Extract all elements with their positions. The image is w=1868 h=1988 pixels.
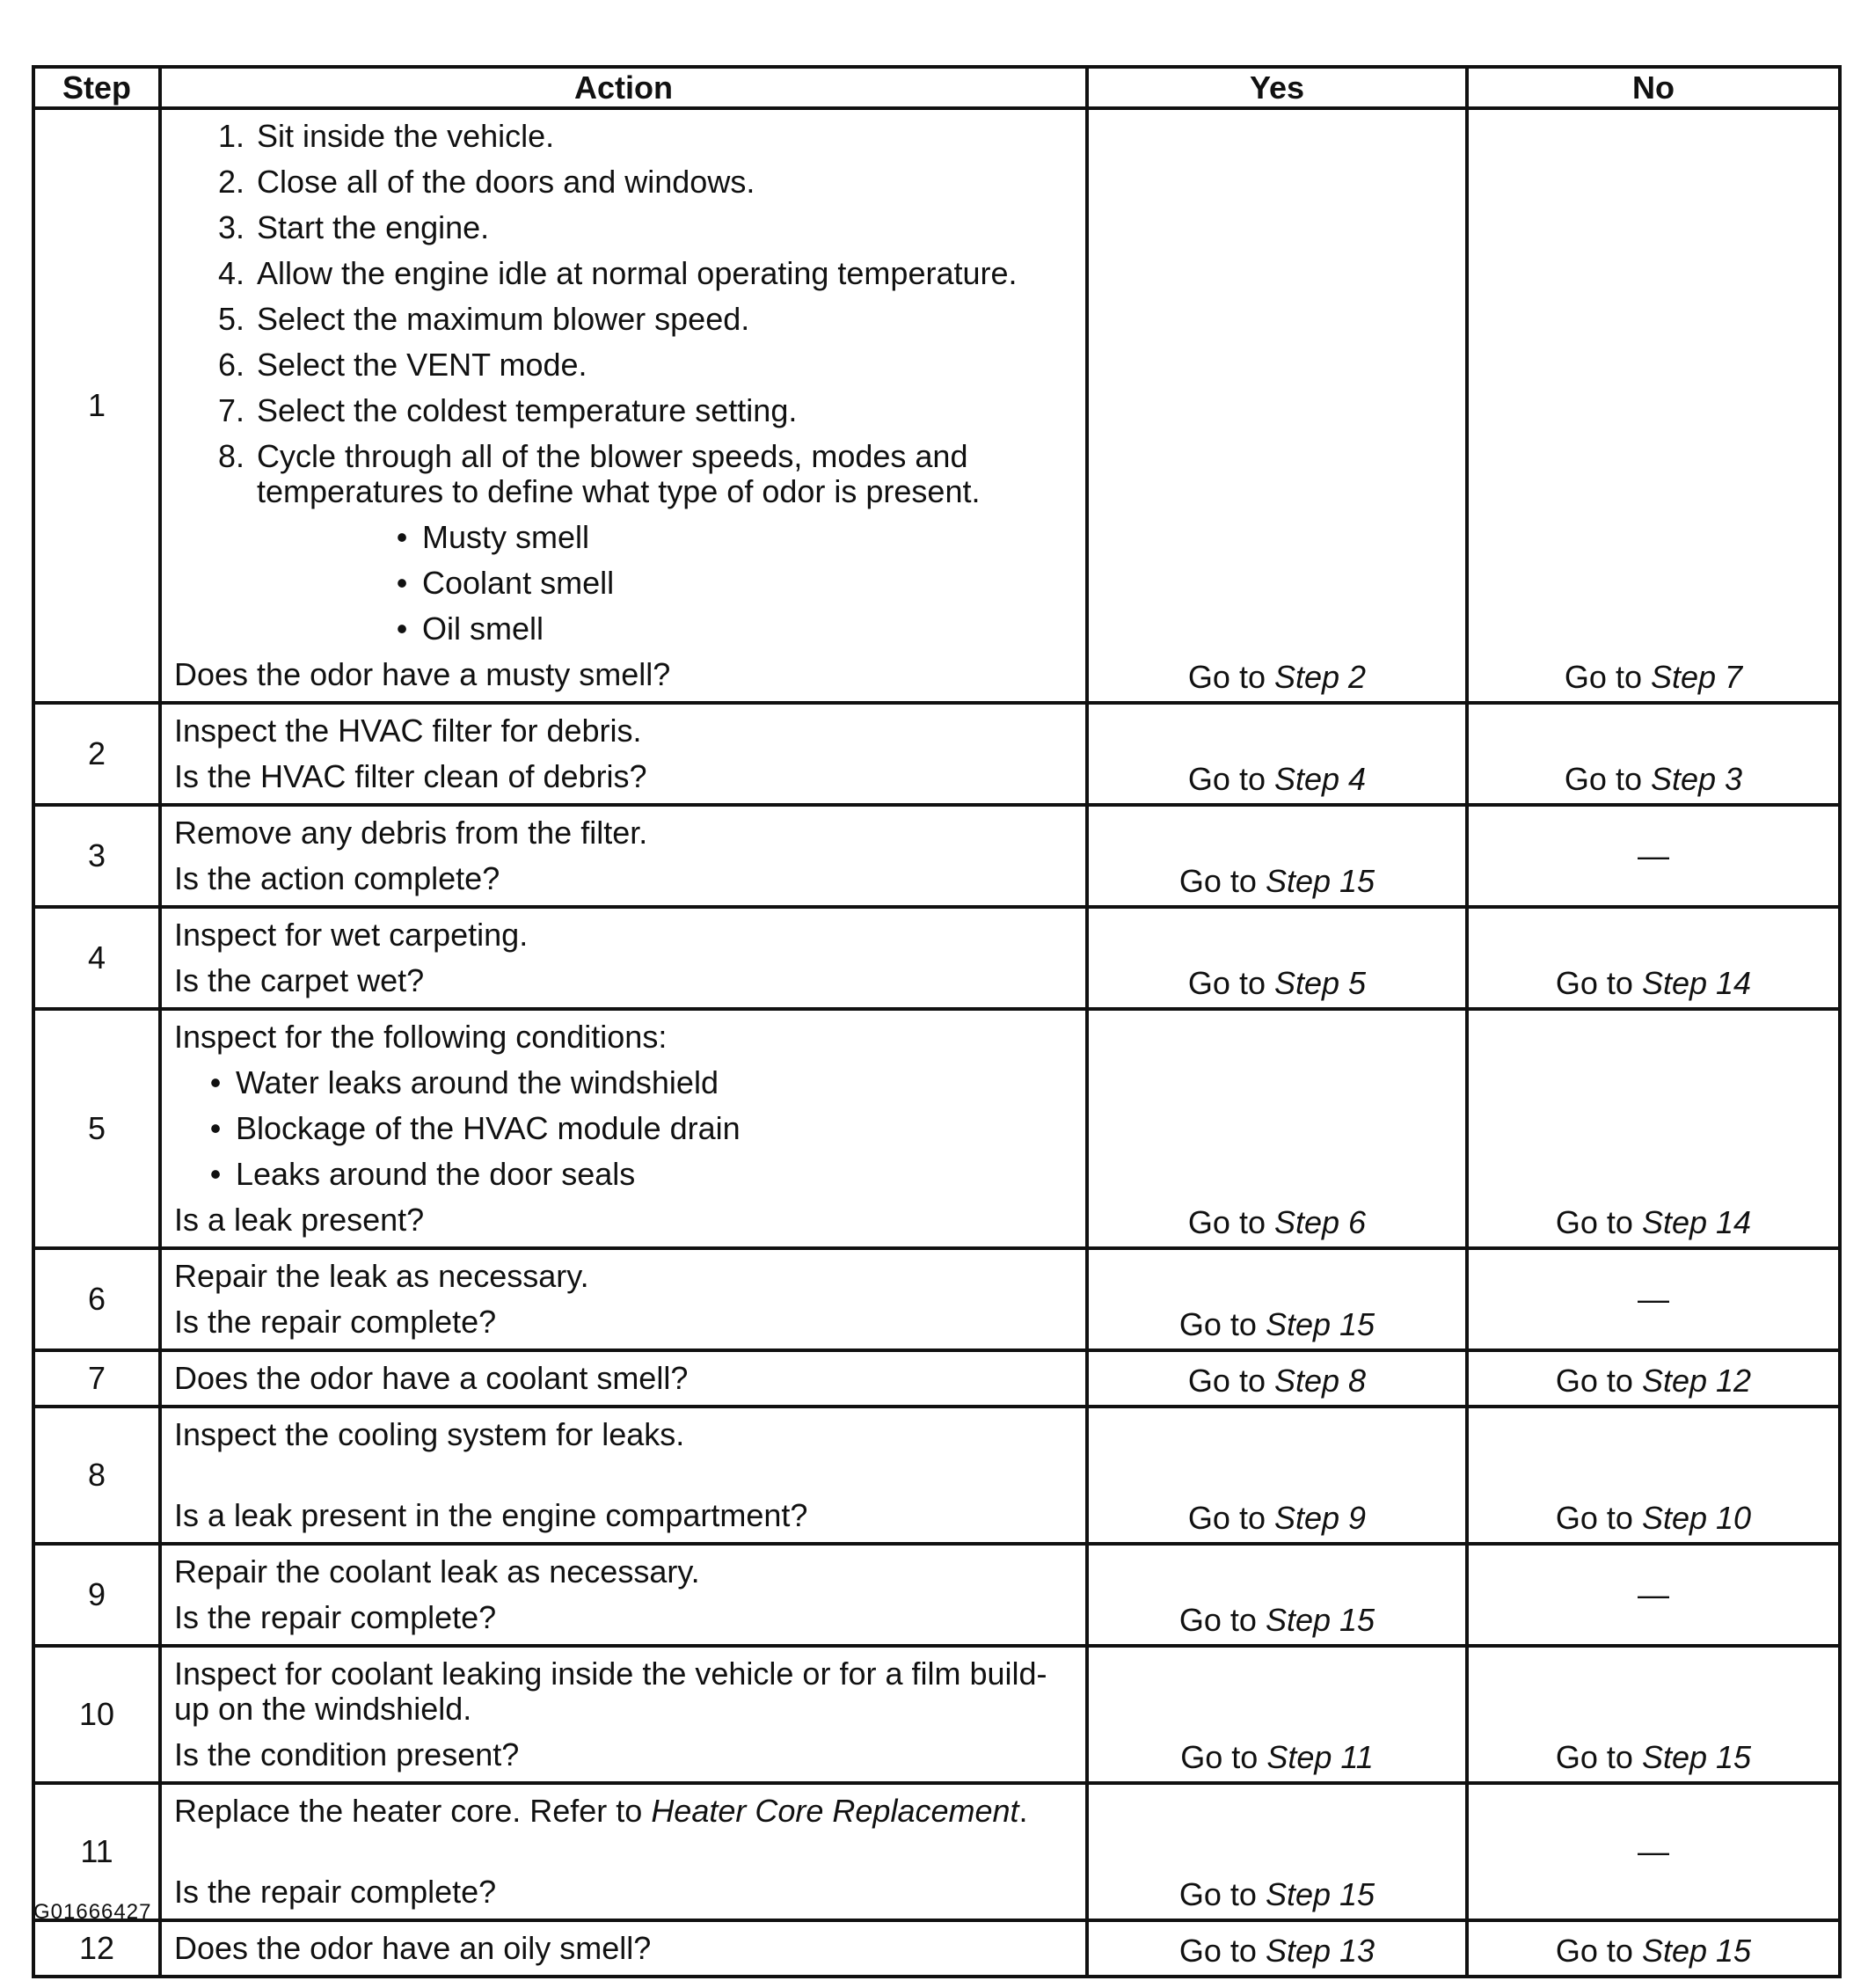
table-row <box>33 1920 1840 1977</box>
dash-text: — <box>1638 1833 1669 1869</box>
no-cell <box>1467 108 1840 703</box>
table-row <box>33 907 1840 1009</box>
list-item <box>174 113 1076 159</box>
bullet-dot: • <box>396 610 408 647</box>
action-text: Repair the coolant leak as necessary. <box>174 1553 700 1590</box>
action-text: Inspect the HVAC filter for debris. <box>174 713 642 749</box>
bullet-text: Oil smell <box>422 610 544 647</box>
step-number: 2 <box>33 703 160 805</box>
item-text: Select the maximum blower speed. <box>257 301 750 337</box>
step-ref: Step 15 <box>1265 863 1375 899</box>
item-text: Close all of the doors and windows. <box>257 164 755 200</box>
item-text: Sit inside the vehicle. <box>257 118 555 154</box>
action-suffix: . <box>1018 1793 1028 1829</box>
bullet-item <box>174 606 1076 652</box>
action-cell <box>160 703 1087 805</box>
action-text: Inspect the cooling system for leaks. <box>174 1416 685 1452</box>
action-cell <box>160 1646 1087 1783</box>
goto-prefix: Go to <box>1564 659 1651 695</box>
goto-prefix: Go to <box>1555 1363 1642 1399</box>
step-ref: Step 7 <box>1650 659 1743 695</box>
question-text: Is the HVAC filter clean of debris? <box>174 758 647 794</box>
step-number: 7 <box>33 1350 160 1407</box>
step-ref: Step 15 <box>1265 1876 1375 1912</box>
goto-prefix: Go to <box>1555 1933 1642 1969</box>
goto-prefix: Go to <box>1564 761 1651 797</box>
question-text: Is the carpet wet? <box>174 962 425 998</box>
item-number: 5. <box>217 301 244 337</box>
no-cell <box>1467 1009 1840 1248</box>
goto-prefix: Go to <box>1187 761 1274 797</box>
procedure-reference: Heater Core Replacement <box>651 1793 1019 1829</box>
bullet-text: Musty smell <box>422 519 590 555</box>
goto-prefix: Go to <box>1178 1602 1266 1638</box>
list-item <box>174 439 1076 509</box>
list-item <box>174 388 1076 434</box>
goto-prefix: Go to <box>1178 1876 1266 1912</box>
question-text: Is a leak present? <box>174 1202 425 1238</box>
step-ref: Step 5 <box>1273 965 1367 1001</box>
table-row <box>33 108 1840 703</box>
spacer <box>174 1834 1076 1869</box>
spacer <box>174 1458 1076 1493</box>
no-cell <box>1467 1646 1840 1783</box>
item-number: 2. <box>217 164 244 200</box>
action-cell <box>160 108 1087 703</box>
dash-text: — <box>1638 1576 1669 1612</box>
question-text: Does the odor have a coolant smell? <box>174 1360 689 1396</box>
step-ref: Step 14 <box>1641 965 1752 1001</box>
step-number: 6 <box>33 1248 160 1350</box>
action-cell <box>160 1544 1087 1646</box>
bullet-text: Coolant smell <box>422 565 615 601</box>
step-ref: Step 2 <box>1273 659 1367 695</box>
action-cell <box>160 1407 1087 1544</box>
step-number: 4 <box>33 907 160 1009</box>
goto-prefix: Go to <box>1178 863 1266 899</box>
table-row <box>33 1248 1840 1350</box>
question-text: Does the odor have an oily smell? <box>174 1930 652 1966</box>
header-yes: Yes <box>1087 67 1467 108</box>
list-item <box>174 205 1076 251</box>
action-prefix: Replace the heater core. Refer to <box>174 1793 652 1829</box>
step-ref: Step 9 <box>1273 1500 1367 1536</box>
step-number: 9 <box>33 1544 160 1646</box>
table-row <box>33 703 1840 805</box>
step-ref: Step 8 <box>1273 1363 1367 1399</box>
goto-prefix: Go to <box>1178 1306 1266 1342</box>
bullet-dot: • <box>396 565 408 601</box>
goto-prefix: Go to <box>1187 1204 1274 1240</box>
no-cell <box>1467 1350 1840 1407</box>
goto-prefix: Go to <box>1555 1500 1642 1536</box>
action-cell <box>160 1350 1087 1407</box>
item-text: Select the coldest temperature setting. <box>257 392 798 428</box>
yes-cell <box>1087 1544 1467 1646</box>
item-number: 4. <box>217 255 244 291</box>
question-text: Is the action complete? <box>174 860 500 896</box>
table-row <box>33 1350 1840 1407</box>
yes-cell <box>1087 1009 1467 1248</box>
bullet-item <box>174 515 1076 560</box>
list-item <box>174 159 1076 205</box>
step-ref: Step 15 <box>1265 1602 1375 1638</box>
list-item <box>174 251 1076 296</box>
table-row <box>33 1009 1840 1248</box>
question-text: Is the condition present? <box>174 1736 520 1772</box>
action-cell <box>160 1248 1087 1350</box>
step-number: 3 <box>33 805 160 907</box>
header-action: Action <box>160 67 1087 108</box>
step-ref: Step 10 <box>1641 1500 1752 1536</box>
bullet-dot: • <box>209 1110 222 1146</box>
step-number: 8 <box>33 1407 160 1544</box>
yes-cell <box>1087 907 1467 1009</box>
item-number: 7. <box>217 392 244 428</box>
question-text: Is a leak present in the engine compartment? <box>174 1497 808 1533</box>
yes-cell <box>1087 805 1467 907</box>
item-number: 6. <box>217 347 244 383</box>
question-text: Does the odor have a musty smell? <box>174 656 671 692</box>
diagnostic-table <box>32 65 1842 1978</box>
action-text: Inspect for coolant leaking inside the vehicle or for a film build-up on the windshield. <box>174 1655 1047 1727</box>
question-text: Is the repair complete? <box>174 1599 497 1635</box>
action-cell <box>160 1783 1087 1920</box>
item-text: Select the VENT mode. <box>257 347 587 383</box>
table-row <box>33 1783 1840 1920</box>
bullet-text: Leaks around the door seals <box>236 1156 636 1192</box>
bullet-text: Water leaks around the windshield <box>236 1064 719 1100</box>
bullet-item <box>174 1060 1076 1106</box>
no-cell <box>1467 1783 1840 1920</box>
bullet-item <box>174 560 1076 606</box>
list-item <box>174 342 1076 388</box>
goto-prefix: Go to <box>1187 1363 1274 1399</box>
bullet-item <box>174 1151 1076 1197</box>
item-text: Cycle through all of the blower speeds, modes and temperatures to define what type of odor is present. <box>257 438 981 509</box>
no-cell <box>1467 805 1840 907</box>
yes-cell <box>1087 703 1467 805</box>
action-cell <box>160 1920 1087 1977</box>
yes-cell <box>1087 1920 1467 1977</box>
step-ref: Step 15 <box>1641 1739 1752 1775</box>
list-item <box>174 296 1076 342</box>
item-text: Allow the engine idle at normal operating temperature. <box>257 255 1018 291</box>
header-row <box>33 67 1840 108</box>
step-number: 5 <box>33 1009 160 1248</box>
step-ref: Step 13 <box>1265 1933 1375 1969</box>
action-text: Inspect for the following conditions: <box>174 1019 668 1055</box>
bullet-item <box>174 1106 1076 1151</box>
step-ref: Step 15 <box>1641 1933 1752 1969</box>
step-number: 10 <box>33 1646 160 1783</box>
yes-cell <box>1087 1350 1467 1407</box>
action-text: Inspect for wet carpeting. <box>174 917 529 953</box>
action-cell <box>160 1009 1087 1248</box>
step-ref: Step 3 <box>1650 761 1743 797</box>
goto-prefix: Go to <box>1555 1739 1642 1775</box>
step-number: 1 <box>33 108 160 703</box>
yes-cell <box>1087 1783 1467 1920</box>
question-text: Is the repair complete? <box>174 1874 497 1910</box>
no-cell <box>1467 1920 1840 1977</box>
item-number: 8. <box>217 438 244 474</box>
no-cell <box>1467 1407 1840 1544</box>
yes-cell <box>1087 1407 1467 1544</box>
goto-prefix: Go to <box>1187 965 1274 1001</box>
figure-id: G01666427 <box>33 1900 152 1924</box>
goto-prefix: Go to <box>1178 1933 1266 1969</box>
yes-cell <box>1087 1646 1467 1783</box>
goto-prefix: Go to <box>1555 1204 1642 1240</box>
no-cell <box>1467 907 1840 1009</box>
bullet-dot: • <box>209 1064 222 1100</box>
step-number: 12 <box>33 1920 160 1977</box>
action-text: Repair the leak as necessary. <box>174 1258 589 1294</box>
no-cell <box>1467 1544 1840 1646</box>
step-ref: Step 4 <box>1273 761 1367 797</box>
table-row <box>33 805 1840 907</box>
dash-text: — <box>1638 837 1669 873</box>
step-ref: Step 14 <box>1641 1204 1752 1240</box>
goto-prefix: Go to <box>1180 1739 1267 1775</box>
goto-prefix: Go to <box>1187 659 1274 695</box>
yes-cell <box>1087 108 1467 703</box>
table-row <box>33 1646 1840 1783</box>
step-ref: Step 6 <box>1273 1204 1367 1240</box>
action-cell <box>160 805 1087 907</box>
bullet-text: Blockage of the HVAC module drain <box>236 1110 741 1146</box>
goto-prefix: Go to <box>1187 1500 1274 1536</box>
action-cell <box>160 907 1087 1009</box>
step-ref: Step 15 <box>1265 1306 1375 1342</box>
bullet-dot: • <box>209 1156 222 1192</box>
action-text <box>174 1788 1076 1834</box>
goto-prefix: Go to <box>1555 965 1642 1001</box>
table-row <box>33 1407 1840 1544</box>
step-ref: Step 11 <box>1266 1739 1374 1775</box>
no-cell <box>1467 703 1840 805</box>
step-number: 11 <box>33 1783 160 1920</box>
header-no: No <box>1467 67 1840 108</box>
bullet-dot: • <box>396 519 408 555</box>
dash-text: — <box>1638 1281 1669 1317</box>
yes-cell <box>1087 1248 1467 1350</box>
action-text: Remove any debris from the filter. <box>174 815 648 851</box>
table-row <box>33 1544 1840 1646</box>
item-text: Start the engine. <box>257 209 490 245</box>
no-cell <box>1467 1248 1840 1350</box>
item-number: 1. <box>217 118 244 154</box>
header-step: Step <box>33 67 160 108</box>
step-ref: Step 12 <box>1641 1363 1752 1399</box>
item-number: 3. <box>217 209 244 245</box>
question-text: Is the repair complete? <box>174 1304 497 1340</box>
